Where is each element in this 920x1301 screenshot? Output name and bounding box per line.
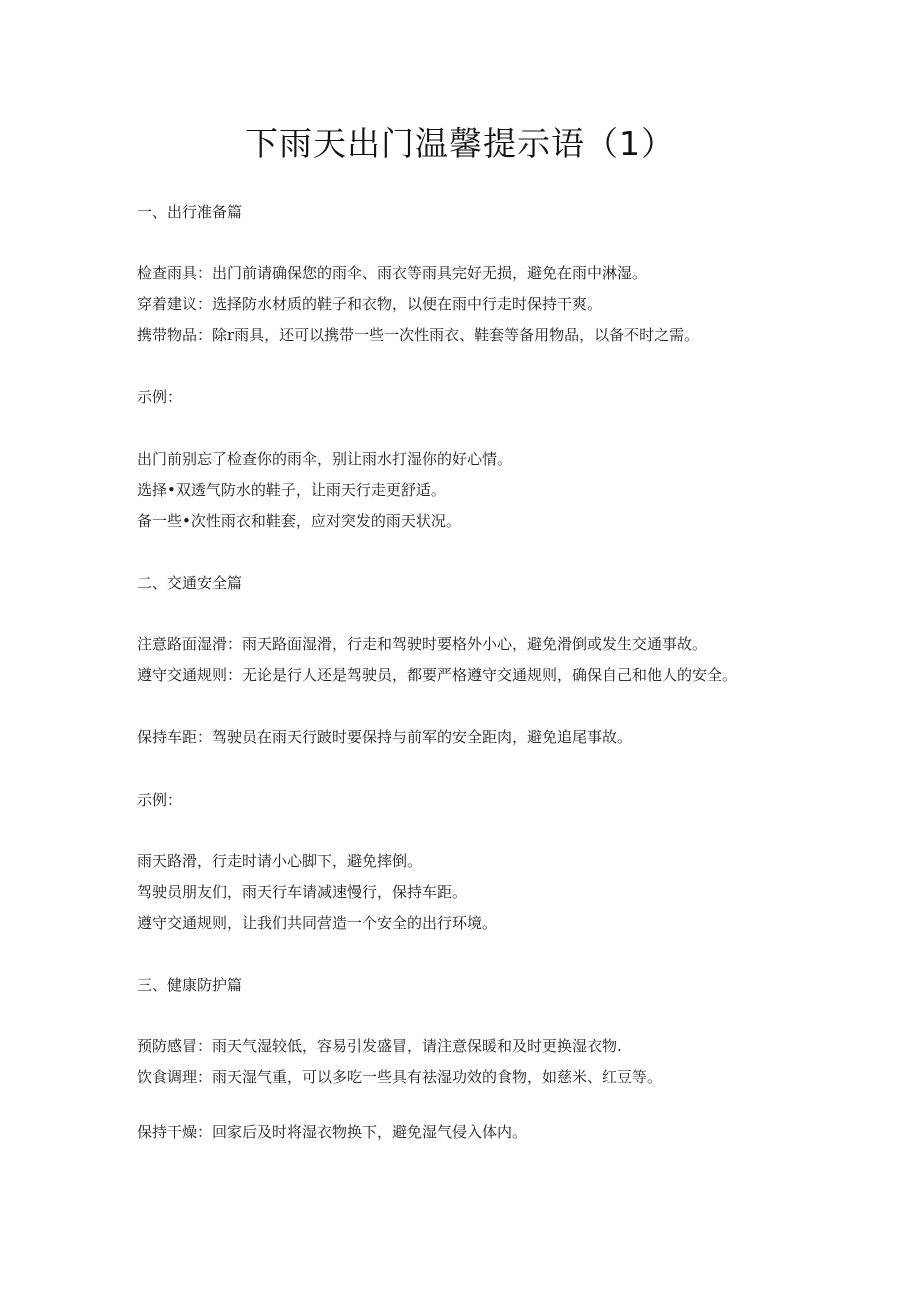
example-label: 示例：	[137, 388, 183, 406]
paragraph-keep-distance: 保持车距：驾驶员在雨天行跛时要保持与前军的安全距肉，避免追尾事故。	[137, 728, 633, 746]
example-line: 雨天路滑，行走时请小心脚下，避免摔倒。	[137, 852, 423, 870]
section-heading-traffic-safety: 二、交通安全篇	[137, 574, 243, 592]
paragraph-prevent-cold: 预防感冒：雨天气湿较低，容易引发盛冒，请注意保暖和及时更换湿衣物.	[137, 1037, 622, 1055]
paragraph-slippery-road: 注意路面湿滑：雨天路面湿滑，行走和驾驶时要格外小心，避免滑倒或发生交通事故。	[137, 635, 708, 653]
section-heading-preparation: 一、出行准备篇	[137, 203, 243, 221]
example-label: 示例：	[137, 791, 183, 809]
example-line: 出门前别忘了检查你的雨伞，别让雨水打湿你的好心情。	[137, 450, 513, 468]
paragraph-traffic-rules: 遵守交通规则：无论是行人还是驾驶员，都要严格遵守交通规则，确保自己和他人的安全。	[137, 666, 738, 684]
paragraph-carry-items: 携带物品：除r雨具，还可以携带一些一次性雨衣、鞋套等备用物品，以备不时之需。	[137, 326, 700, 344]
example-line: 驾驶员朋友们，雨天行车请减速慢行，保持车距。	[137, 883, 468, 901]
paragraph-diet: 饮食调理：雨天湿气重，可以多吃一些具有祛湿功效的食物，如慈米、红豆等。	[137, 1068, 663, 1086]
section-heading-health-protection: 三、健康防护篇	[137, 976, 243, 994]
example-line: 遵守交通规则，让我们共同营造一个安全的出行环境。	[137, 914, 498, 932]
paragraph-stay-dry: 保持干燥：回家后及时将湿衣物换下，避免湿气侵入体内。	[137, 1123, 528, 1141]
example-line: 选择•双透气防水的鞋子，让雨天行走更舒适。	[137, 481, 446, 499]
example-line: 备一些•次性雨衣和鞋套，应对突发的雨天状况。	[137, 512, 461, 530]
paragraph-clothing-advice: 穿着建议：选择防水材质的鞋子和衣物，以便在雨中行走时保持干爽。	[137, 295, 603, 313]
document-title: 下雨天出门温馨提示语（1）	[245, 124, 675, 163]
paragraph-check-rain-gear: 检查雨具：出门前请确保您的雨伞、雨衣等雨具完好无损，避免在雨中淋湿。	[137, 264, 648, 282]
